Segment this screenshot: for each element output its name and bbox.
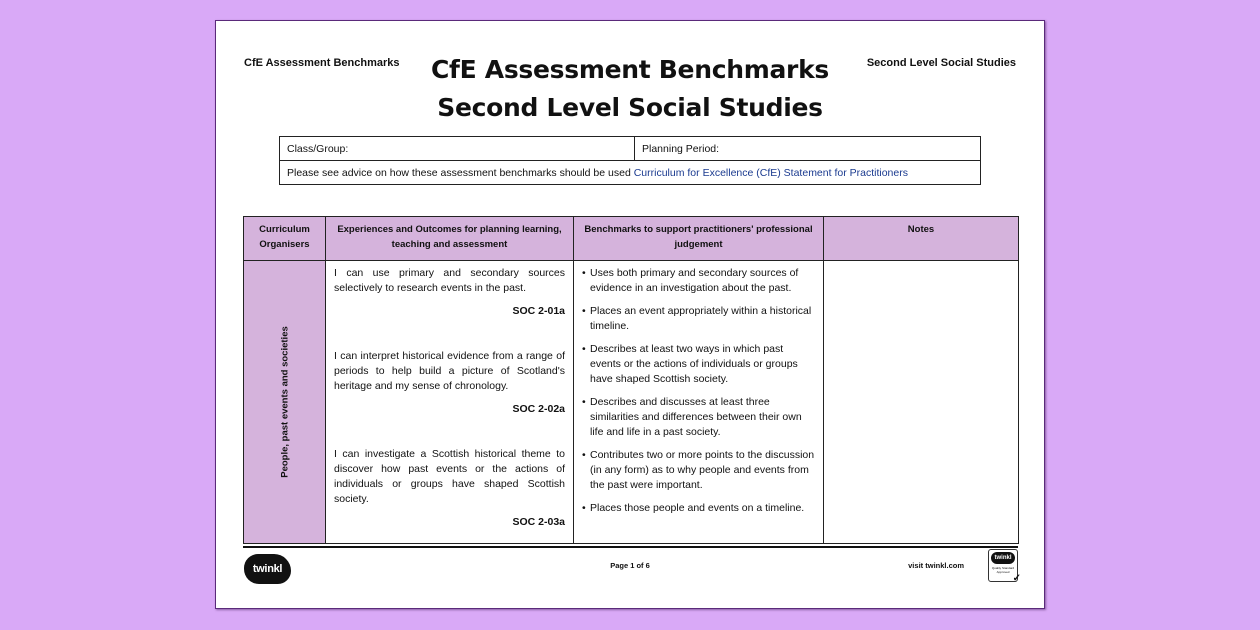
- bullet-icon: •: [582, 305, 586, 317]
- table-header-row: [244, 217, 1019, 261]
- benchmarks-table: [243, 216, 1019, 544]
- bullet-icon: •: [582, 267, 586, 279]
- benchmark-item: [582, 342, 815, 387]
- header-right-label: Second Level Social Studies: [866, 57, 1016, 69]
- page-title: [216, 51, 1044, 127]
- outcome-text: I can investigate a Scottish historical theme to discover how past events or the actions of individuals or groups have shaped Scottish society.: [334, 448, 565, 505]
- footer-divider: [243, 546, 1018, 548]
- planning-period-field[interactable]: Planning Period:: [635, 137, 981, 161]
- title-line-2: Second Level Social Studies: [437, 93, 823, 122]
- organiser-label: People, past events and societies: [279, 326, 290, 478]
- header-experiences-outcomes: Experiences and Outcomes for planning learning, teaching and assessment: [326, 217, 574, 261]
- bullet-icon: •: [582, 502, 586, 514]
- benchmark-text: Contributes two or more points to the discussion (in any form) as to why people and events from the past were important.: [590, 449, 815, 491]
- info-table: [279, 136, 981, 185]
- outcome-item: [334, 447, 565, 530]
- page-number: Page 1 of 6: [610, 561, 650, 570]
- notes-cell[interactable]: [824, 261, 1019, 544]
- benchmark-item: [582, 501, 815, 516]
- header-curriculum-organisers: Curriculum Organisers: [244, 217, 326, 261]
- benchmark-text: Uses both primary and secondary sources of evidence in an investigation about the past.: [590, 267, 799, 294]
- advice-text: Please see advice on how these assessment benchmarks should be used: [287, 166, 634, 179]
- title-line-1: CfE Assessment Benchmarks: [431, 55, 829, 84]
- table-row: [244, 261, 1019, 544]
- class-group-field[interactable]: Class/Group:: [280, 137, 635, 161]
- header-left-label: CfE Assessment Benchmarks: [244, 57, 400, 69]
- benchmark-text: Describes and discusses at least three similarities and differences between their own life and life in a past society.: [590, 396, 802, 438]
- twinkl-logo-icon: twinkl: [244, 554, 291, 584]
- header-benchmarks: Benchmarks to support practitioners' professional judgement: [574, 217, 824, 261]
- organiser-cell: [244, 261, 326, 544]
- outcome-item: [334, 266, 565, 319]
- cfe-statement-link[interactable]: Curriculum for Excellence (CfE) Statement for Practitioners: [633, 166, 908, 179]
- benchmark-text: Places an event appropriately within a historical timeline.: [590, 305, 812, 332]
- outcome-code: SOC 2-01a: [512, 305, 565, 317]
- bullet-icon: •: [582, 449, 586, 461]
- badge-text: Quality Standard Approved: [991, 566, 1015, 574]
- benchmark-item: [582, 448, 815, 493]
- visit-link[interactable]: visit twinkl.com: [908, 561, 964, 570]
- benchmark-item: [582, 304, 815, 334]
- outcome-text: I can interpret historical evidence from a range of periods to help build a picture of Scotland's heritage and my sense of chronology.: [334, 350, 565, 392]
- benchmark-text: Places those people and events on a timeline.: [590, 502, 805, 514]
- header-notes: Notes: [824, 217, 1019, 261]
- badge-logo: twinkl: [991, 552, 1015, 564]
- outcomes-cell: [326, 261, 574, 544]
- benchmark-item: [582, 395, 815, 440]
- benchmarks-cell: [574, 261, 824, 544]
- bullet-icon: •: [582, 343, 586, 355]
- bullet-icon: •: [582, 396, 586, 408]
- benchmark-text: Describes at least two ways in which past events or the actions of individuals or groups have shaped Scottish society.: [590, 343, 798, 385]
- quality-badge-icon: [988, 549, 1021, 584]
- outcome-text: I can use primary and secondary sources selectively to research events in the past.: [334, 267, 565, 294]
- advice-row: [280, 161, 981, 185]
- benchmark-item: [582, 266, 815, 296]
- outcome-code: SOC 2-03a: [512, 516, 565, 528]
- outcome-item: [334, 349, 565, 417]
- checkmark-icon: ✓: [1012, 573, 1021, 584]
- document-page: [215, 20, 1045, 609]
- outcome-code: SOC 2-02a: [512, 403, 565, 415]
